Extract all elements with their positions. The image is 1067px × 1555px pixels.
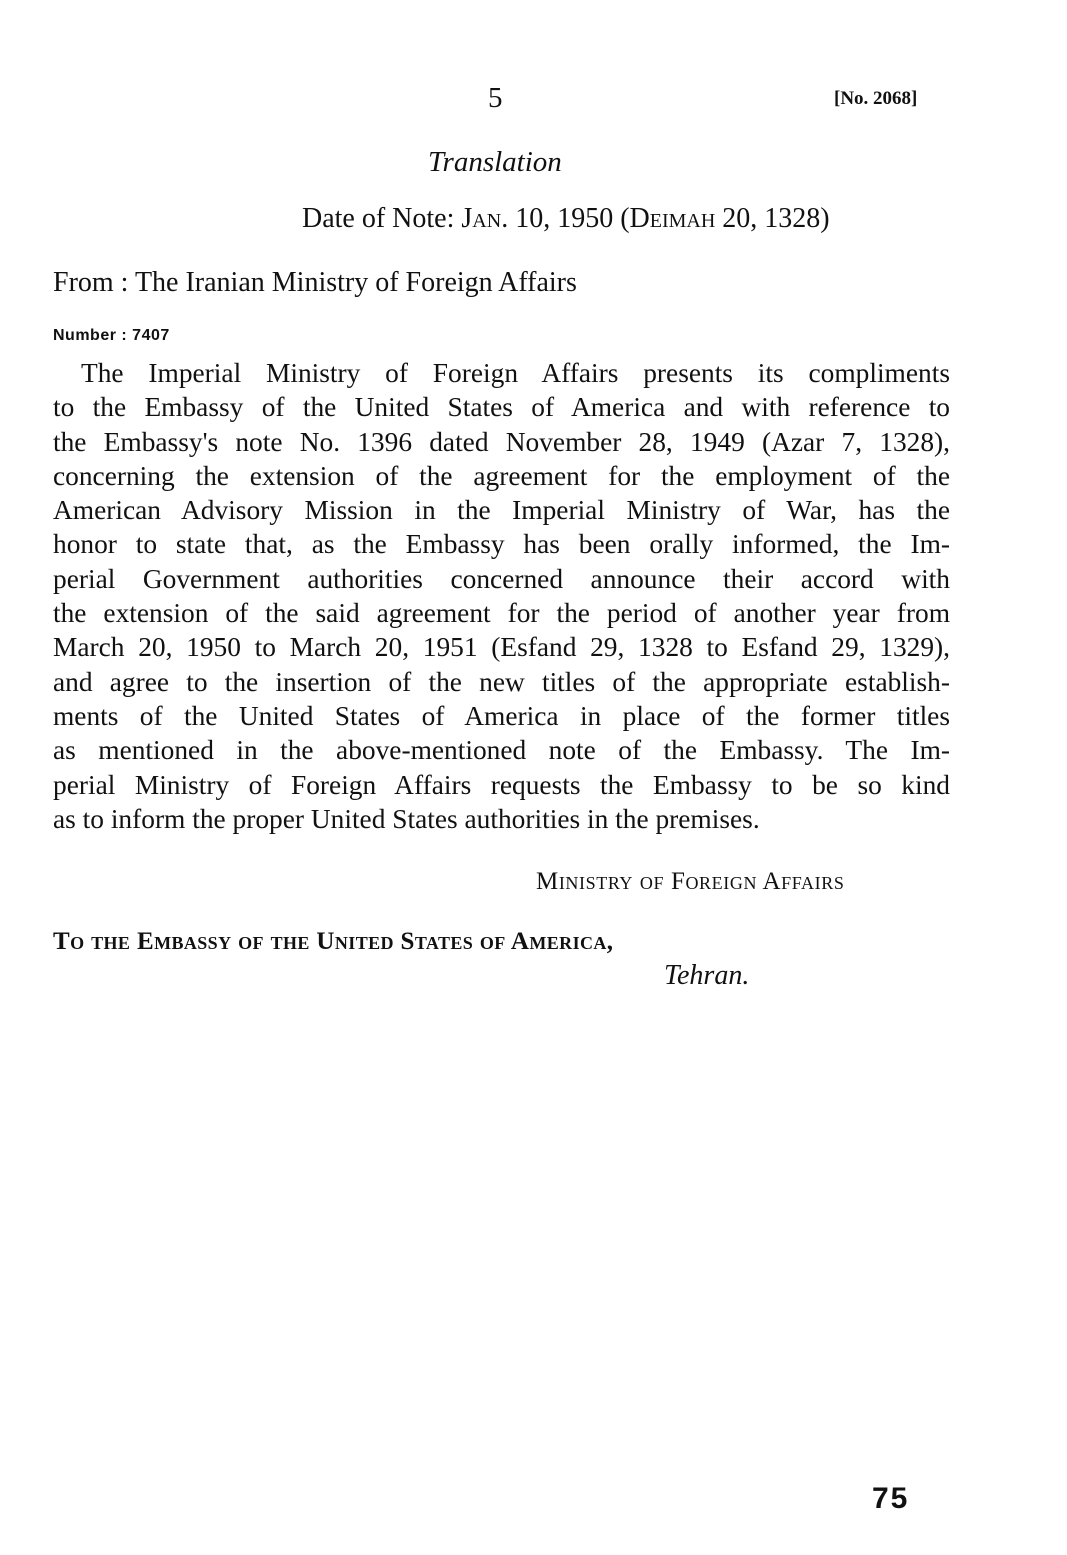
from-line: From : The Iranian Ministry of Foreign Affairs [53,267,577,298]
body-line: as to inform the proper United States authorities in the premises. [53,803,760,834]
date-rest: . 10, 1950 ( [501,203,630,234]
body-line: the extension of the said agreement for the period of another year from [53,598,950,629]
body-line: The Imperial Ministry of Foreign Affairs presents its compliments [81,358,950,388]
date-month: Jan [461,203,502,234]
body-line: perial Ministry of Foreign Affairs requests the Embassy to be so kind [53,769,950,800]
page-number: 5 [488,82,503,114]
translation-heading: Translation [428,146,562,178]
date-of-note [302,203,830,235]
persian-month: Deimah [629,203,716,234]
body-line: the Embassy's note No. 1396 dated November 28, 1949 (Azar 7, 1328), [53,426,950,457]
body-line: to the Embassy of the United States of America and with reference to [53,392,950,423]
folio-number: 75 [872,1482,910,1515]
note-number: Number : 7407 [53,327,170,344]
body-line: March 20, 1950 to March 20, 1951 (Esfand 29, 1328 to Esfand 29, 1329), [53,632,950,663]
date-prefix: Date of Note: [302,203,462,234]
document-number: [No. 2068] [834,88,918,109]
body-line: ments of the United States of America in place of the former titles [53,700,950,731]
body-line: honor to state that, as the Embassy has been orally informed, the Im- [53,529,950,560]
addressee-city: Tehran. [664,960,750,991]
body-line: American Advisory Mission in the Imperial Ministry of War, has the [53,495,950,526]
signature: Ministry of Foreign Affairs [536,868,845,895]
body-line: as mentioned in the above-mentioned note of the Embassy. The Im- [53,735,950,766]
body-line: perial Government authorities concerned announce their accord with [53,563,950,594]
addressee: To the Embassy of the United States of America, [53,928,614,955]
body-line: and agree to the insertion of the new titles of the appropriate establish- [53,666,950,697]
note-body [53,356,950,836]
persian-date-rest: 20, 1328) [715,203,830,234]
body-line: concerning the extension of the agreement for the employment of the [53,460,950,491]
